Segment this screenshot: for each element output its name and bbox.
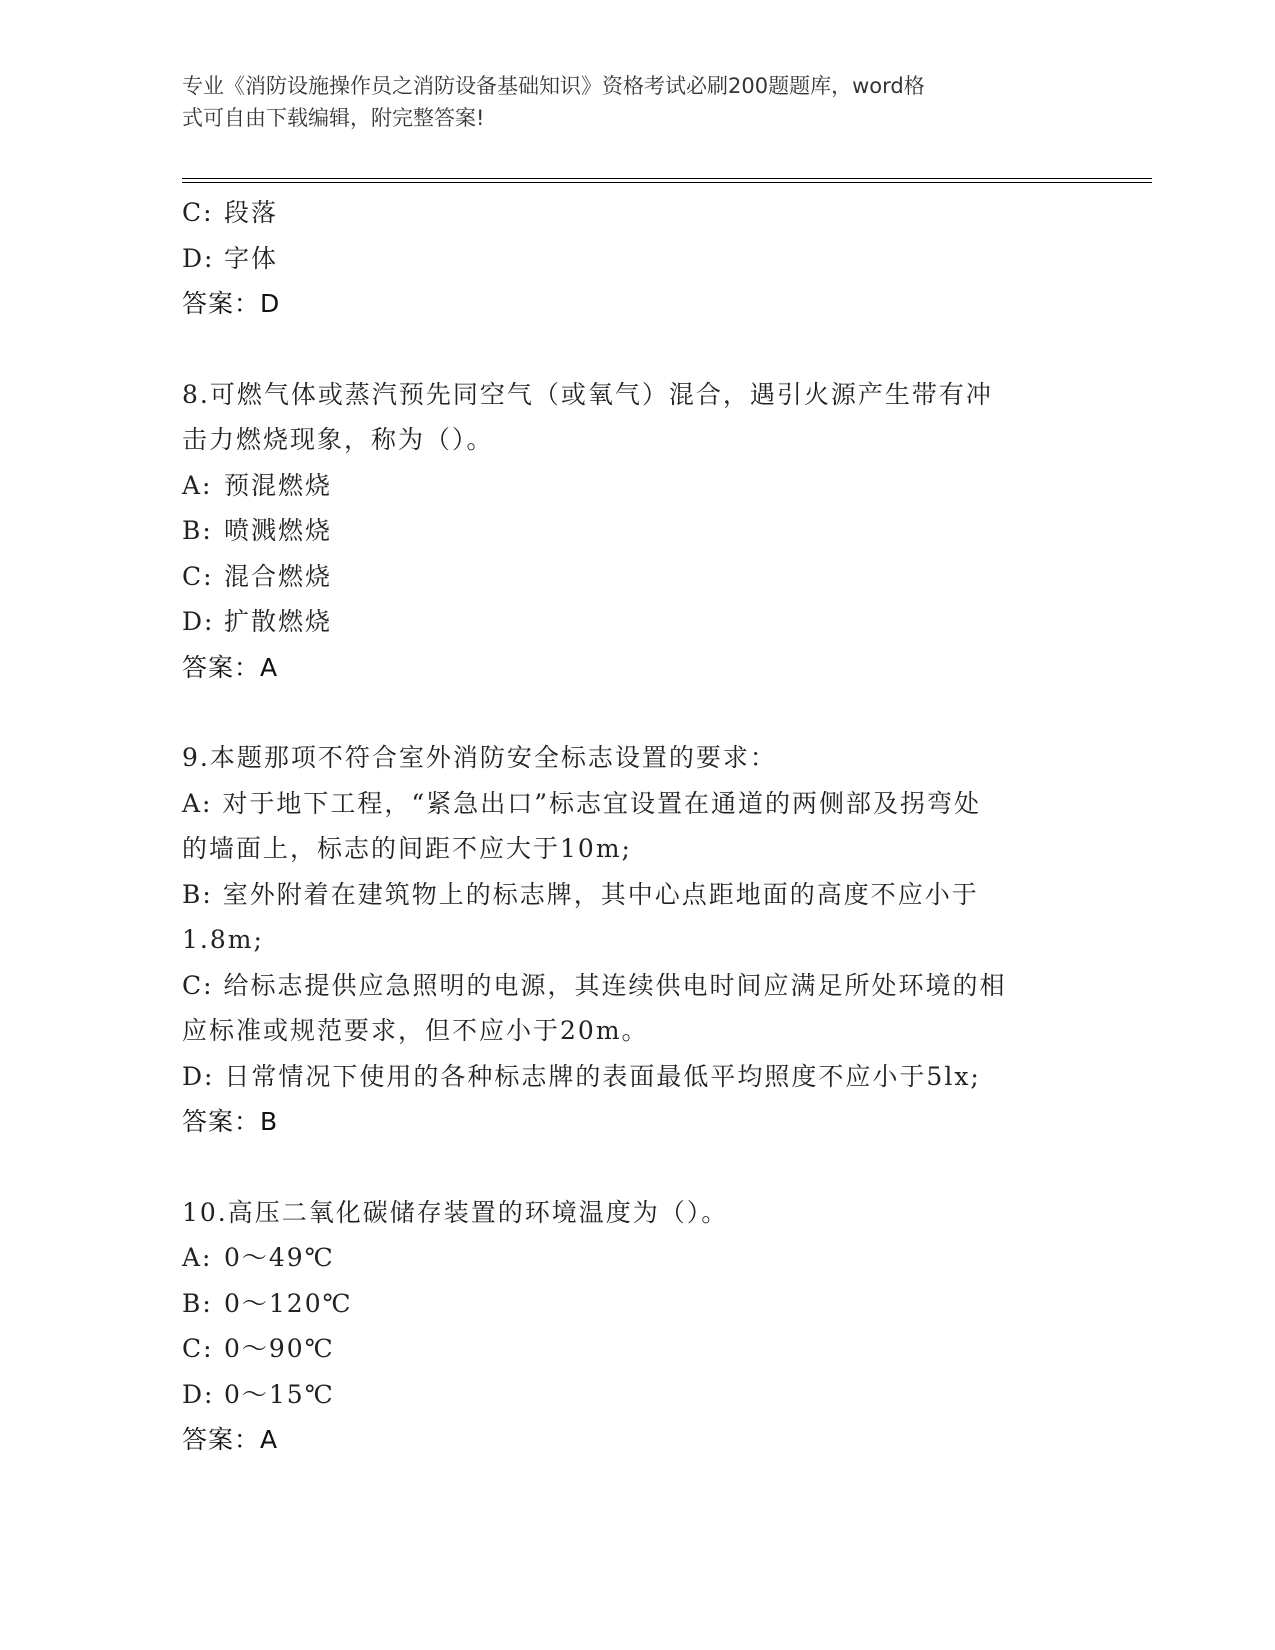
answer-line: 答案：D (182, 289, 281, 318)
option-text: 扩散燃烧 (224, 607, 333, 636)
option-c (182, 1326, 1082, 1372)
question-stem-line-1: 8.可燃气体或蒸汽预先同空气（或氧气）混合，遇引火源产生带有冲 (182, 379, 993, 409)
option-text: 预混燃烧 (224, 470, 333, 500)
option-c-line-1: C: 给标志提供应急照明的电源，其连续供电时间应满足所处环境的相 (182, 970, 1007, 1000)
answer-line: 答案：A (182, 652, 279, 682)
option-d (182, 1372, 1082, 1418)
document-header (182, 70, 1062, 134)
option-label: A: (182, 1243, 213, 1272)
answer-line: 答案：A (182, 1425, 279, 1454)
spacer (182, 1145, 1082, 1190)
option-a (182, 1235, 1082, 1281)
question-list (182, 190, 1082, 1463)
option-text: 0～49℃ (224, 1243, 335, 1272)
header-divider-top (182, 178, 1152, 179)
option-b-line-2: 1.8m; (182, 925, 264, 954)
option-label: B: (182, 1288, 213, 1318)
spacer (182, 327, 1082, 372)
option-d (182, 236, 1082, 282)
question-stem-line-2: 击力燃烧现象，称为（）。 (182, 425, 494, 454)
option-text: 混合燃烧 (224, 561, 333, 591)
option-c-line-2: 应标准或规范要求，但不应小于20m。 (182, 1016, 649, 1045)
option-text: 字体 (224, 243, 279, 273)
option-b-line-1: B: 室外附着在建筑物上的标志牌，其中心点距地面的高度不应小于 (182, 879, 979, 909)
option-text: 0～90℃ (224, 1334, 335, 1363)
option-c (182, 554, 1082, 600)
option-d-line-1: D: 日常情况下使用的各种标志牌的表面最低平均照度不应小于5lx; (182, 1061, 981, 1091)
option-label: B: (182, 516, 213, 545)
option-b (182, 508, 1082, 554)
option-label: D: (182, 607, 215, 636)
question-partial (182, 190, 1082, 327)
option-a-line-2: 的墙面上，标志的间距不应大于10m; (182, 834, 632, 863)
option-a (182, 463, 1082, 509)
option-text: 段落 (224, 198, 279, 227)
option-d (182, 599, 1082, 645)
option-a-line-1: A: 对于地下工程，“紧急出口”标志宜设置在通道的两侧部及拐弯处 (182, 788, 981, 818)
option-label: C: (182, 561, 214, 591)
option-label: C: (182, 1334, 214, 1363)
option-text: 喷溅燃烧 (224, 516, 333, 545)
header-divider-bottom (182, 182, 1152, 183)
question-stem: 10.高压二氧化碳储存装置的环境温度为（）。 (182, 1197, 729, 1227)
option-text: 0～15℃ (224, 1379, 335, 1409)
option-label: A: (182, 470, 213, 500)
answer-line: 答案：B (182, 1107, 279, 1136)
question-stem: 9.本题那项不符合室外消防安全标志设置的要求： (182, 743, 777, 772)
option-label: D: (182, 1379, 215, 1409)
spacer (182, 690, 1082, 735)
question-10 (182, 1190, 1082, 1463)
question-8 (182, 372, 1082, 691)
question-9 (182, 735, 1082, 1145)
header-line-2: 式可自由下载编辑，附完整答案! (182, 106, 485, 130)
option-c (182, 190, 1082, 236)
option-label: D: (182, 243, 215, 273)
option-text: 0～120℃ (224, 1288, 353, 1318)
option-label: C: (182, 198, 214, 227)
header-line-1: 专业《消防设施操作员之消防设备基础知识》资格考试必刷200题题库，word格 (182, 74, 925, 98)
option-b (182, 1281, 1082, 1327)
